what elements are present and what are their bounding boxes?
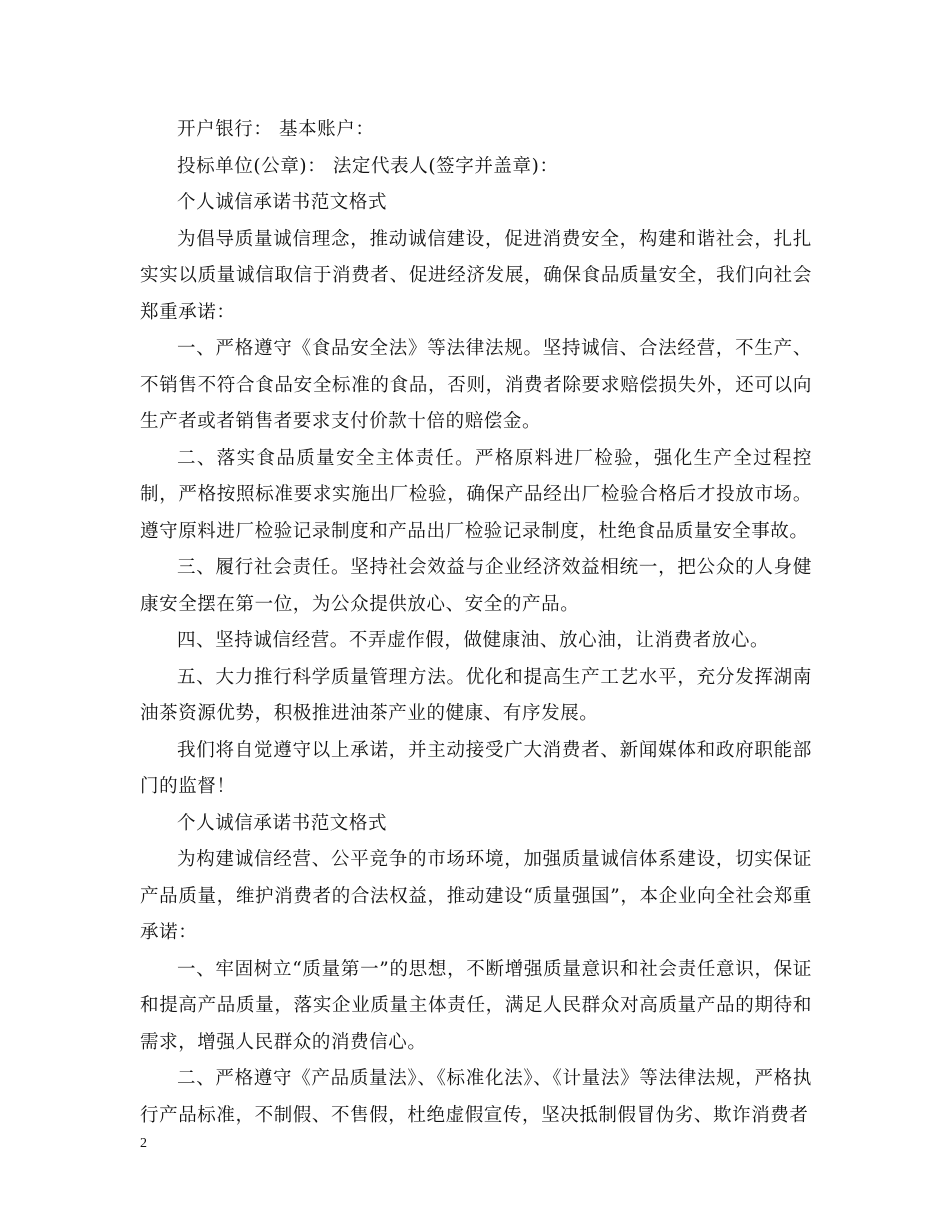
paragraph: 二、落实食品质量安全主体责任。严格原料进厂检验，强化生产全过程控制，严格按照标准要求实施出厂检验，确保产品经出厂检验合格后才投放市场。遵守原料进厂检验记录制度和产品出厂检验记录制度，杜绝食品质量安全事故。 <box>140 447 812 542</box>
paragraph-bidder-info: 投标单位(公章)： 法定代表人(签字并盖章)： <box>177 155 559 177</box>
page-number: 2 <box>140 1136 147 1151</box>
document-body <box>140 112 812 1134</box>
paragraph: 为倡导质量诚信理念，推动诚信建设，促进消费安全，构建和谐社会，扎扎实实以质量诚信取信于消费者、促进经济发展，确保食品质量安全，我们向社会郑重承诺： <box>140 228 812 323</box>
paragraph: 一、严格遵守《食品安全法》等法律法规。坚持诚信、合法经营，不生产、不销售不符合食品安全标准的食品，否则，消费者除要求赔偿损失外，还可以向生产者或者销售者要求支付价款十倍的赔偿金。 <box>140 338 812 432</box>
paragraph: 四、坚持诚信经营。不弄虚作假，做健康油、放心油，让消费者放心。 <box>177 630 770 651</box>
section-heading: 个人诚信承诺书范文格式 <box>177 192 388 213</box>
paragraph: 一、牢固树立“质量第一”的思想，不断增强质量意识和社会责任意识，保证和提高产品质量，落实企业质量主体责任，满足人民群众对高质量产品的期待和需求，增强人民群众的消费信心。 <box>140 958 812 1053</box>
section-heading: 个人诚信承诺书范文格式 <box>177 812 388 834</box>
paragraph-bank-info: 开户银行： 基本账户： <box>177 119 375 140</box>
paragraph: 我们将自觉遵守以上承诺，并主动接受广大消费者、新闻媒体和政府职能部门的监督！ <box>140 739 812 797</box>
paragraph: 三、履行社会责任。坚持社会效益与企业经济效益相统一，把公众的人身健康安全摆在第一位，为公众提供放心、安全的产品。 <box>140 557 812 615</box>
paragraph: 五、大力推行科学质量管理方法。优化和提高生产工艺水平，充分发挥湖南油茶资源优势，积极推进油茶产业的健康、有序发展。 <box>140 666 812 724</box>
paragraph: 二、严格遵守《产品质量法》、《标准化法》、《计量法》等法律法规，严格执行产品标准，不制假、不售假，杜绝虚假宣传，坚决抵制假冒伪劣、欺诈消费者 <box>140 1068 812 1126</box>
paragraph: 为构建诚信经营、公平竞争的市场环境，加强质量诚信体系建设，切实保证产品质量，维护消费者的合法权益，推动建设“质量强国”，本企业向全社会郑重承诺： <box>140 849 812 943</box>
